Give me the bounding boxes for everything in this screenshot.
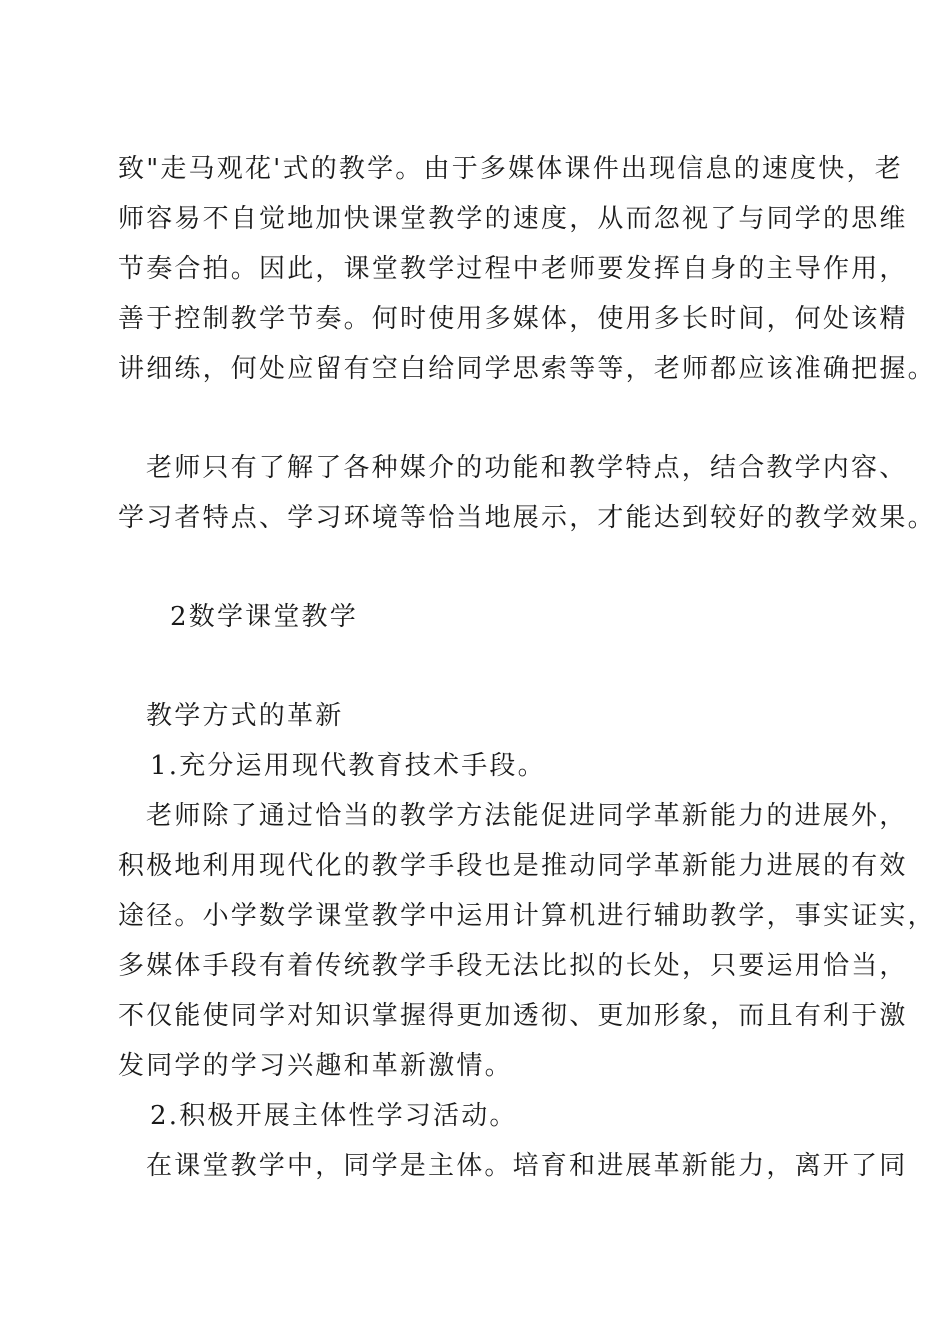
- text-line: 讲细练，何处应留有空白给同学思索等等，老师都应该准确把握。: [118, 354, 936, 384]
- text-line: 在课堂教学中，同学是主体。培育和进展革新能力，离开了同: [146, 1151, 908, 1181]
- list-item-title: 2.积极开展主体性学习活动。: [150, 1101, 518, 1131]
- text-line: 师容易不自觉地加快课堂教学的速度，从而忽视了与同学的思维: [118, 204, 908, 234]
- text-line: 学习者特点、学习环境等恰当地展示，才能达到较好的教学效果。: [118, 503, 936, 533]
- text-line: 善于控制教学节奏。何时使用多媒体，使用多长时间，何处该精: [118, 304, 908, 334]
- text-line: 途径。小学数学课堂教学中运用计算机进行辅助教学，事实证实，: [118, 901, 936, 931]
- text-line: 老师除了通过恰当的教学方法能促进同学革新能力的进展外，: [146, 801, 908, 831]
- list-item-title: 1.充分运用现代教育技术手段。: [150, 751, 546, 781]
- text-line: 老师只有了解了各种媒介的功能和教学特点，结合教学内容、: [146, 453, 908, 483]
- subheading: 教学方式的革新: [146, 701, 344, 731]
- text-line: 不仅能使同学对知识掌握得更加透彻、更加形象，而且有利于激: [118, 1001, 908, 1031]
- text-line: 多媒体手段有着传统教学手段无法比拟的长处，只要运用恰当，: [118, 951, 908, 981]
- text-line: 发同学的学习兴趣和革新激情。: [118, 1051, 513, 1081]
- text-line: 积极地利用现代化的教学手段也是推动同学革新能力进展的有效: [118, 851, 908, 881]
- text-line: 节奏合拍。因此，课堂教学过程中老师要发挥自身的主导作用，: [118, 254, 908, 284]
- text-line: 致"走马观花'式的教学。由于多媒体课件出现信息的速度快，老: [118, 154, 903, 184]
- section-heading: 2数学课堂教学: [170, 602, 358, 632]
